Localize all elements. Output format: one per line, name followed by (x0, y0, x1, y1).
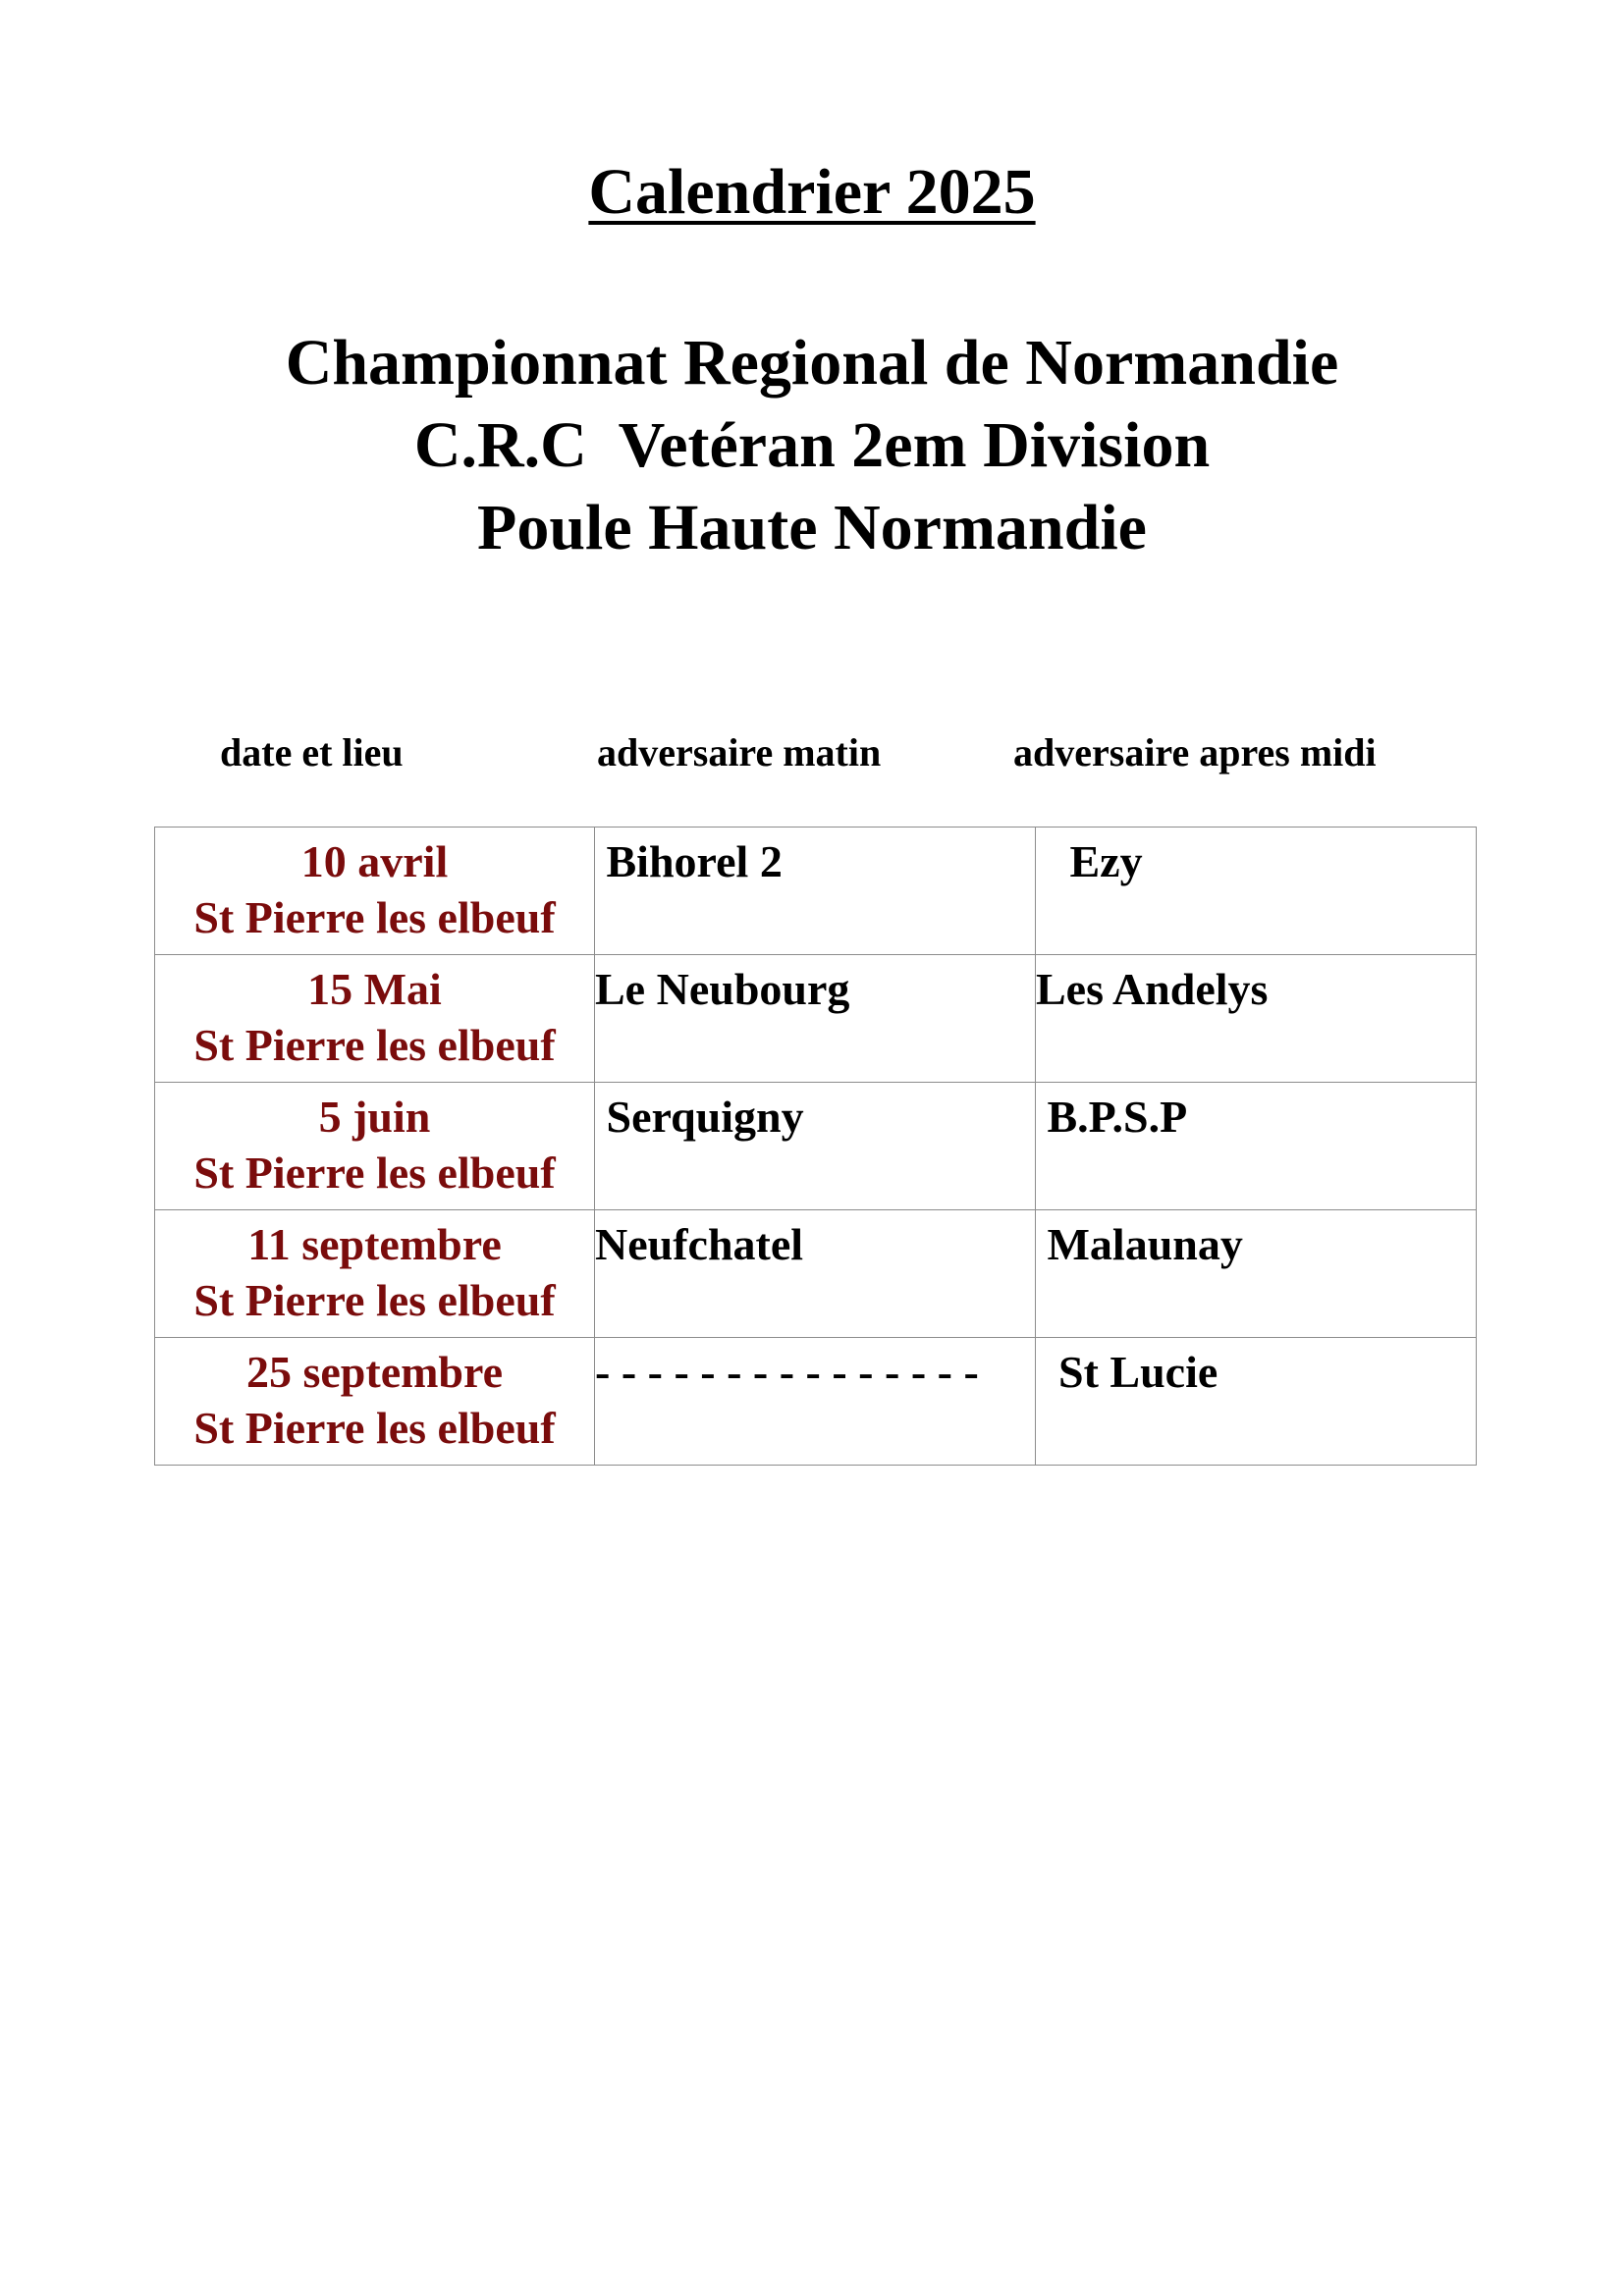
match-place: St Pierre les elbeuf (193, 892, 556, 942)
schedule-table (154, 827, 1477, 1466)
table-row (155, 828, 1477, 955)
pool-name: Poule Haute Normandie (477, 492, 1147, 563)
table-row (155, 955, 1477, 1083)
match-date: 11 septembre (247, 1219, 502, 1269)
date-place-cell (155, 828, 595, 955)
match-date: 25 septembre (245, 1347, 504, 1397)
date-place-cell (155, 955, 595, 1083)
column-header-afternoon-opponent: adversaire apres midi (1013, 730, 1377, 774)
column-header-date: date et lieu (220, 730, 404, 774)
championship-heading (0, 322, 1624, 569)
morning-opponent: Le Neubourg (595, 955, 1036, 1083)
match-place: St Pierre les elbeuf (193, 1275, 556, 1325)
table-row (155, 1338, 1477, 1466)
match-place: St Pierre les elbeuf (193, 1148, 556, 1198)
afternoon-opponent: Les Andelys (1036, 955, 1477, 1083)
morning-opponent: Neufchatel (595, 1210, 1036, 1338)
match-place: St Pierre les elbeuf (193, 1020, 556, 1070)
date-place-cell (155, 1210, 595, 1338)
afternoon-opponent: Ezy (1036, 828, 1477, 955)
match-date: 5 juin (318, 1092, 431, 1142)
match-date: 15 Mai (307, 964, 442, 1014)
match-date: 10 avril (300, 836, 449, 886)
morning-opponent: Serquigny (595, 1083, 1036, 1210)
date-place-cell (155, 1083, 595, 1210)
afternoon-opponent: B.P.S.P (1036, 1083, 1477, 1210)
table-row (155, 1210, 1477, 1338)
table-row (155, 1083, 1477, 1210)
championship-name: Championnat Regional de Normandie (285, 327, 1339, 399)
page-title-text: Calendrier 2025 (588, 156, 1036, 228)
morning-opponent: Bihorel 2 (595, 828, 1036, 955)
column-header-morning-opponent: adversaire matin (597, 730, 882, 774)
afternoon-opponent: St Lucie (1036, 1338, 1477, 1466)
division-name: C.R.C Vetéran 2em Division (413, 409, 1211, 481)
page-title (0, 155, 1624, 230)
afternoon-opponent: Malaunay (1036, 1210, 1477, 1338)
match-place: St Pierre les elbeuf (193, 1403, 556, 1453)
morning-opponent: - - - - - - - - - - - - - - - (595, 1338, 1036, 1466)
date-place-cell (155, 1338, 595, 1466)
